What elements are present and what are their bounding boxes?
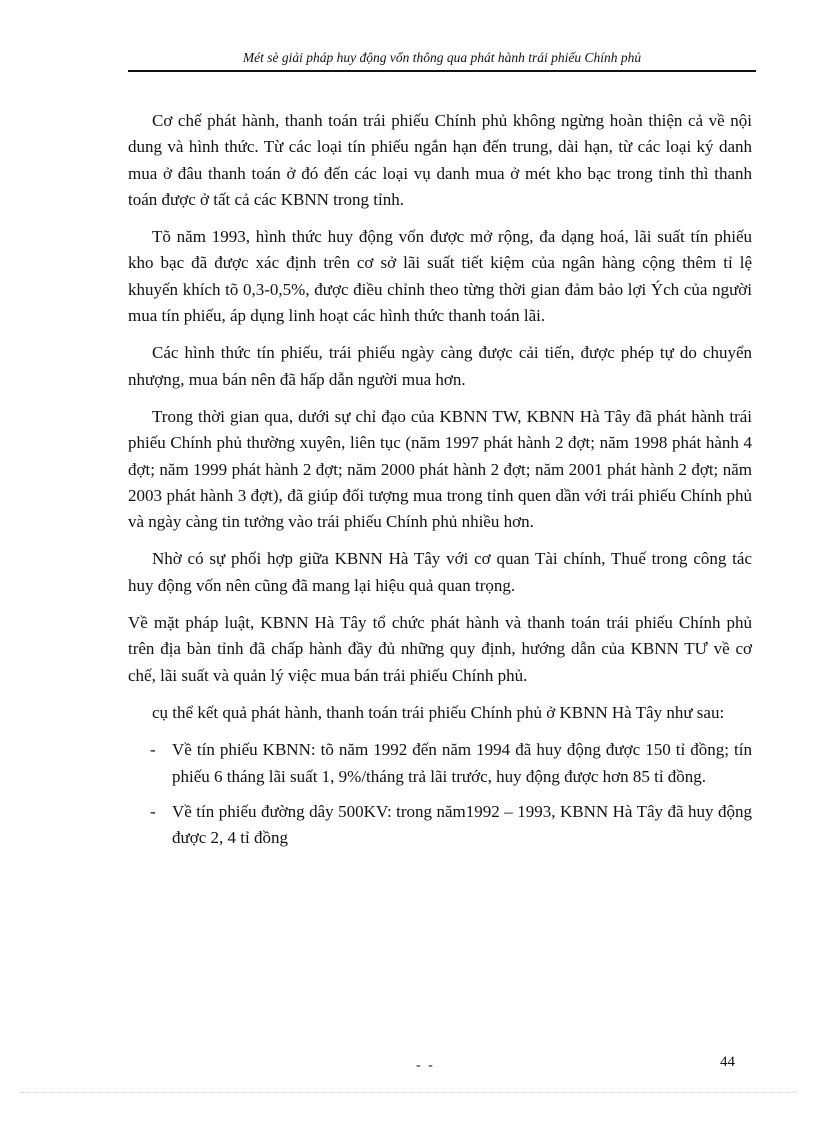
list-item-text: Về tín phiếu KBNN: tõ năm 1992 đến năm 1994 đã huy động được 150 tỉ đồng; tín phiếu 6 tháng lãi suất 1, 9%/tháng trả lãi trước, huy động được hơn 85 tỉ đồng. — [172, 740, 752, 786]
paragraph-issuance-history: Trong thời gian qua, dưới sự chỉ đạo của KBNN TW, KBNN Hà Tây đã phát hành trái phiếu Chính phủ thường xuyên, liên tục (năm 1997 phát hành 2 đợt; năm 1998 phát hành 4 đợt; năm 1999 phát hành 2 đợt; năm 2000 phát hành 2 đợt; năm 2001 phát hành 2 đợt; năm 2003 phát hành 3 đợt), đã giúp đối tượng mua trong tỉnh quen dần với trái phiếu Chính phủ và ngày càng tin tưởng vào trái phiếu Chính phủ nhiều hơn. — [128, 406, 752, 532]
paragraph-instrument-improvement: Các hình thức tín phiếu, trái phiếu ngày càng được cải tiến, được phép tự do chuyển nhượng, mua bán nên đã hấp dẫn người mua hơn. — [128, 343, 752, 389]
dash-bullet: - — [150, 740, 156, 760]
results-list — [128, 737, 752, 851]
paragraph-1993-expansion: Tõ năm 1993, hình thức huy động vốn được mở rộng, đa dạng hoá, lãi suất tín phiếu kho bạc đã được xác định trên cơ sở lãi suất tiết kiệm của ngân hàng cộng thêm tỉ lệ khuyến khích tõ 0,3-0,5%, được điều chỉnh theo từng thời gian đảm bảo lợi Ých của người mua tín phiếu, áp dụng linh hoạt các hình thức thanh toán lãi. — [128, 227, 752, 326]
list-item — [128, 799, 752, 852]
header-rule — [128, 70, 756, 72]
paragraph-legal-aspect: Về mặt pháp luật, KBNN Hà Tây tổ chức phát hành và thanh toán trái phiếu Chính phủ trên địa bàn tỉnh đã chấp hành đầy đủ những quy định, hướng dẫn của KBNN TƯ về cơ chế, lãi suất và quản lý việc mua bán trái phiếu Chính phủ. — [128, 613, 752, 685]
page-number: 44 — [720, 1054, 735, 1070]
running-header: Mét sè giải pháp huy động vốn thông qua phát hành trái phiếu Chính phủ — [242, 50, 642, 65]
paragraph-coordination: Nhờ có sự phối hợp giữa KBNN Hà Tây với cơ quan Tài chính, Thuế trong công tác huy động vốn nên cũng đã mang lại hiệu quả quan trọng. — [128, 549, 752, 595]
dash-bullet: - — [150, 801, 156, 821]
paragraph-results-intro: cụ thể kết quả phát hành, thanh toán trái phiếu Chính phủ ở KBNN Hà Tây như sau: — [152, 702, 725, 722]
list-item-text: Về tín phiếu đường dây 500KV: trong năm1992 – 1993, KBNN Hà Tây đã huy động được 2, 4 tỉ đồng — [172, 801, 752, 848]
page-body — [128, 108, 752, 860]
list-item — [128, 737, 752, 790]
footer-dotted-rule — [20, 1092, 796, 1093]
paragraph-issuance-mechanism: Cơ chế phát hành, thanh toán trái phiếu Chính phủ không ngừng hoàn thiện cả về nội dung và hình thức. Từ các loại tín phiếu ngắn hạn đến trung, dài hạn, từ các loại ký danh mua ở đâu thanh toán ở đó đến các loại vụ danh mua ở mét kho bạc trong tỉnh thì thanh toán được ở tất cả các KBNN trong tỉnh. — [128, 111, 752, 209]
footer-mark: - - — [416, 1058, 435, 1073]
